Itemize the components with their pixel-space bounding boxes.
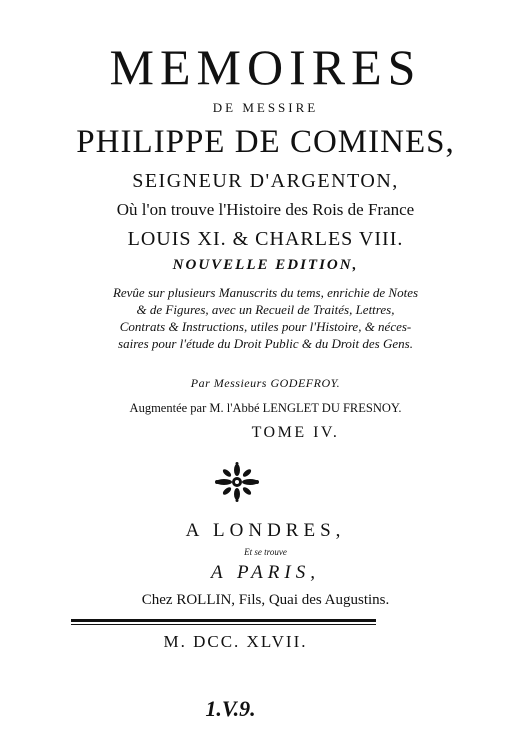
imprint-place: A LONDRES, <box>185 520 346 541</box>
description-line: Revûe sur plusieurs Manuscrits du tems, enrichie de Notes <box>112 285 419 300</box>
description-line: & de Figures, avec un Recueil de Traités, Lettres, <box>136 302 395 317</box>
imprint-publisher: Chez ROLLIN, Fils, Quai des Augustins. <box>141 592 390 608</box>
description-line: Contrats & Instructions, utiles pour l'Histoire, & néces- <box>119 319 412 334</box>
double-rule-bottom <box>71 624 376 625</box>
de-messire-line: DE MESSIRE <box>212 100 319 115</box>
augmented-by-line: Augmentée par M. l'Abbé LENGLET DU FRESNOY. <box>129 401 402 415</box>
imprint-city: A PARIS, <box>211 562 320 583</box>
volume-number: TOME IV. <box>251 424 340 441</box>
publication-date: M. DCC. XLVII. <box>163 632 308 651</box>
kings-line: LOUIS XI. & CHARLES VIII. <box>127 228 404 250</box>
handwritten-shelfmark: 1.V.9. <box>205 696 256 721</box>
author-lordship: SEIGNEUR D'ARGENTON, <box>132 170 399 192</box>
book-title: MEMOIRES <box>109 39 422 95</box>
fleuron-ornament-icon <box>214 462 260 502</box>
author-name: PHILIPPE DE COMINES, <box>76 124 455 160</box>
imprint-and-found: Et se trouve <box>244 547 287 557</box>
subject-line: Où l'on trouve l'Histoire des Rois de France <box>116 200 415 219</box>
double-rule-top <box>71 619 376 622</box>
editors-line: Par Messieurs GODEFROY. <box>190 376 341 390</box>
description-line: saires pour l'étude du Droit Public & du Droit des Gens. <box>118 336 413 351</box>
edition-line: NOUVELLE EDITION, <box>172 257 359 273</box>
